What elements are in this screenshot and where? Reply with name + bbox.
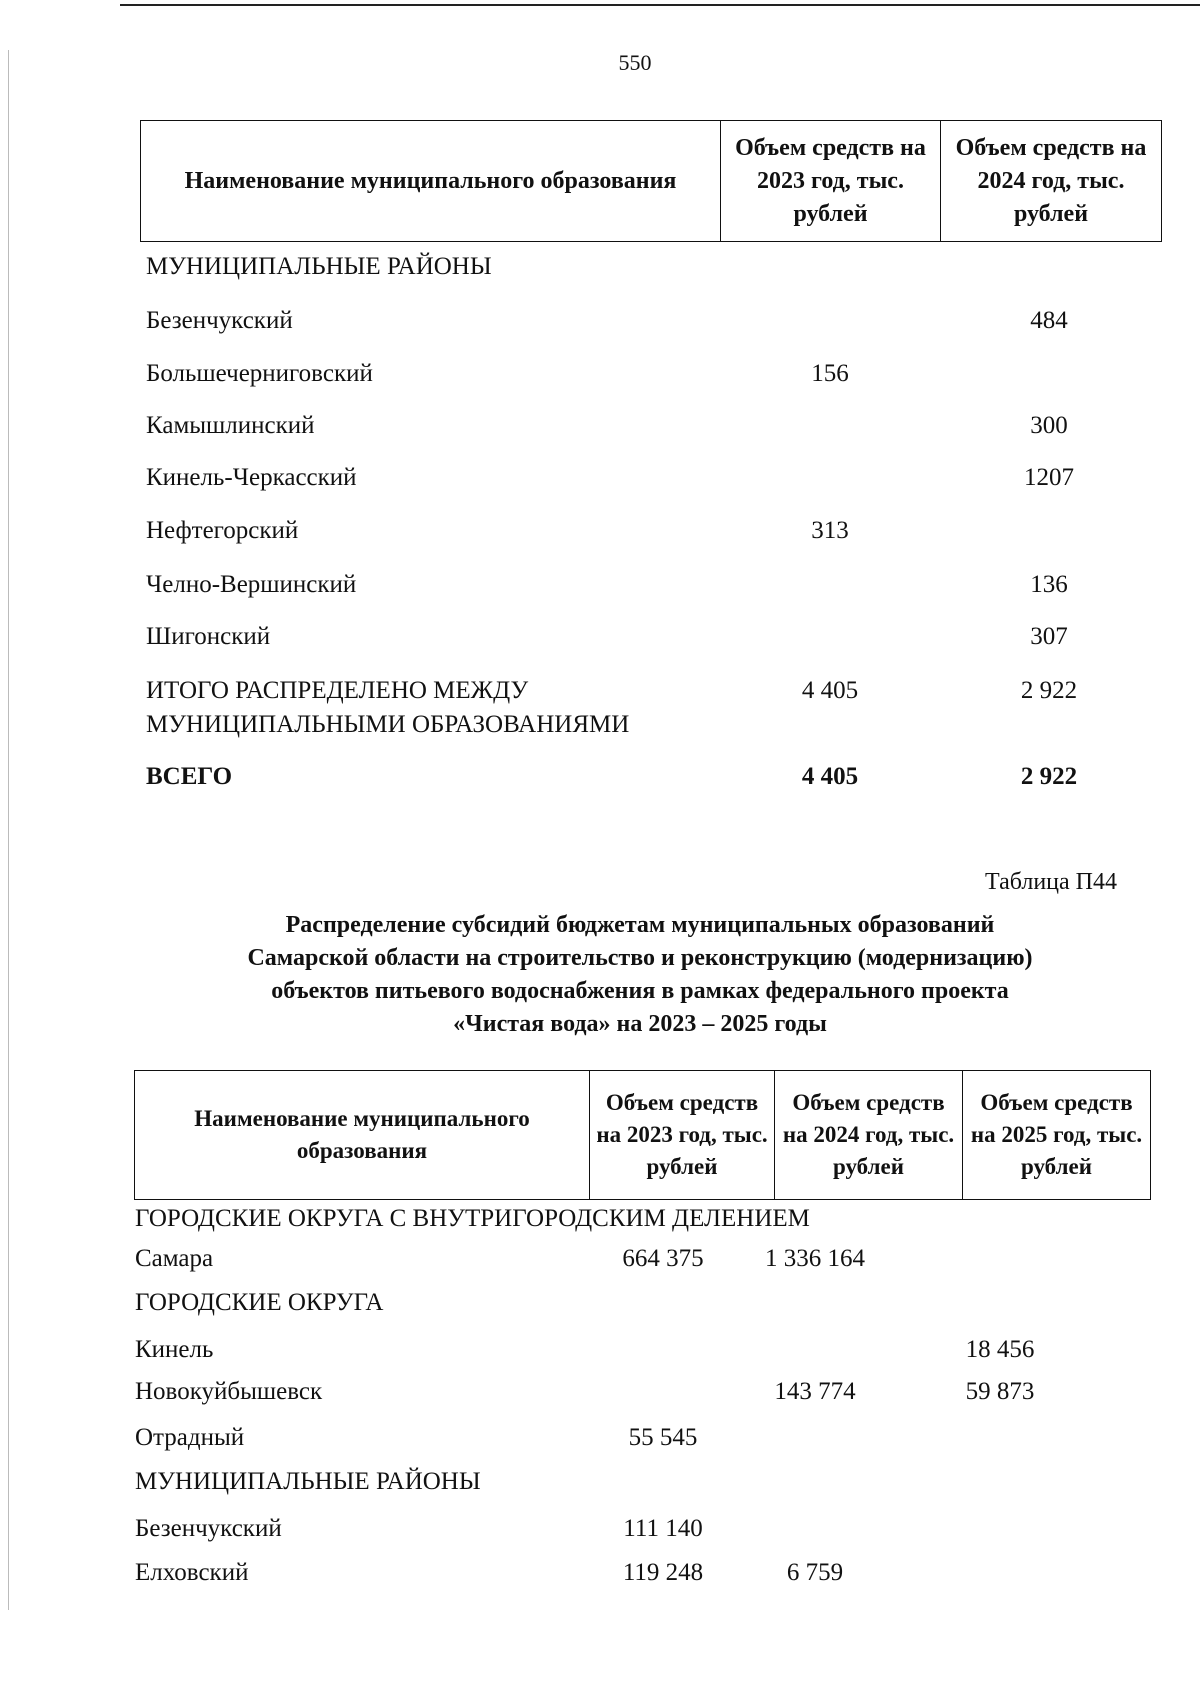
- row-value-2023: 313: [811, 517, 849, 544]
- row-name: ГОРОДСКИЕ ОКРУГА С ВНУТРИГОРОДСКИМ ДЕЛЕНИЕМ: [135, 1205, 810, 1232]
- row-name: Нефтегорский: [146, 517, 299, 544]
- row-name: Безенчукский: [135, 1515, 282, 1542]
- row-name: МУНИЦИПАЛЬНЫЕ РАЙОНЫ: [146, 253, 492, 280]
- table2-label: Таблица П44: [985, 869, 1117, 895]
- row-name: ИТОГО РАСПРЕДЕЛЕНО МЕЖДУ: [146, 677, 529, 704]
- row-value-2024: 136: [1030, 571, 1068, 598]
- row-name: Камышлинский: [146, 412, 315, 439]
- table2-title-line: Распределение субсидий бюджетам муниципальных образований: [285, 912, 995, 938]
- row-value-2024: 307: [1030, 623, 1068, 650]
- row-value-2023: 4 405: [801, 677, 859, 704]
- table1-header-name: Наименование муниципального образования: [141, 121, 721, 242]
- page-left-edge: [8, 50, 9, 1610]
- row-value-2023: 664 375: [622, 1245, 704, 1272]
- row-name: Кинель-Черкасский: [146, 464, 357, 491]
- row-value-2024: 2 922: [1020, 677, 1078, 704]
- row-name: Большечерниговский: [146, 360, 373, 387]
- row-name-continued: МУНИЦИПАЛЬНЫМИ ОБРАЗОВАНИЯМИ: [146, 711, 630, 738]
- table1-header-2023: Объем средств на 2023 год, тыс. рублей: [721, 121, 941, 242]
- row-value-2024: 143 774: [774, 1378, 856, 1405]
- table2-header-2024: Объем средств на 2024 год, тыс. рублей: [775, 1071, 963, 1200]
- row-value-2024: 1 336 164: [765, 1245, 865, 1272]
- row-name: Елховский: [135, 1559, 249, 1586]
- row-name: Безенчукский: [146, 307, 293, 334]
- row-name: ВСЕГО: [146, 763, 233, 790]
- row-name: МУНИЦИПАЛЬНЫЕ РАЙОНЫ: [135, 1468, 481, 1495]
- table2-header: [134, 1070, 1151, 1200]
- row-value-2024: 300: [1030, 412, 1068, 439]
- row-value-2024: 484: [1030, 307, 1068, 334]
- table2-title-line: «Чистая вода» на 2023 – 2025 годы: [453, 1011, 827, 1037]
- row-name: Шигонский: [146, 623, 271, 650]
- row-value-2024: 6 759: [786, 1559, 844, 1586]
- table2-header-name: Наименование муниципального образования: [135, 1071, 590, 1200]
- row-name: ГОРОДСКИЕ ОКРУГА: [135, 1289, 384, 1316]
- row-name: Кинель: [135, 1336, 214, 1363]
- row-value-2025: 18 456: [965, 1336, 1035, 1363]
- row-value-2023: 119 248: [622, 1559, 704, 1586]
- table2-title-line: Самарской области на строительство и реконструкцию (модернизацию): [247, 945, 1033, 971]
- page-top-edge: [120, 4, 1200, 6]
- table2-header-2025: Объем средств на 2025 год, тыс. рублей: [963, 1071, 1151, 1200]
- row-value-2023: 55 545: [628, 1424, 698, 1451]
- row-name: Самара: [135, 1245, 214, 1272]
- row-value-2025: 59 873: [965, 1378, 1035, 1405]
- row-value-2023: 4 405: [801, 763, 859, 790]
- table2-title: [135, 909, 1145, 1041]
- row-value-2023: 156: [811, 360, 849, 387]
- row-value-2024: 2 922: [1020, 763, 1078, 790]
- page-number: 550: [618, 50, 652, 75]
- row-name: Отрадный: [135, 1424, 245, 1451]
- row-name: Новокуйбышевск: [135, 1378, 323, 1405]
- row-value-2023: 111 140: [623, 1515, 703, 1542]
- row-value-2024: 1207: [1024, 464, 1074, 491]
- table1-header: [140, 120, 1162, 242]
- table2-header-2023: Объем средств на 2023 год, тыс. рублей: [590, 1071, 775, 1200]
- row-name: Челно-Вершинский: [146, 571, 357, 598]
- table1-header-2024: Объем средств на 2024 год, тыс. рублей: [941, 121, 1162, 242]
- table2-title-line: объектов питьевого водоснабжения в рамках федерального проекта: [271, 978, 1009, 1004]
